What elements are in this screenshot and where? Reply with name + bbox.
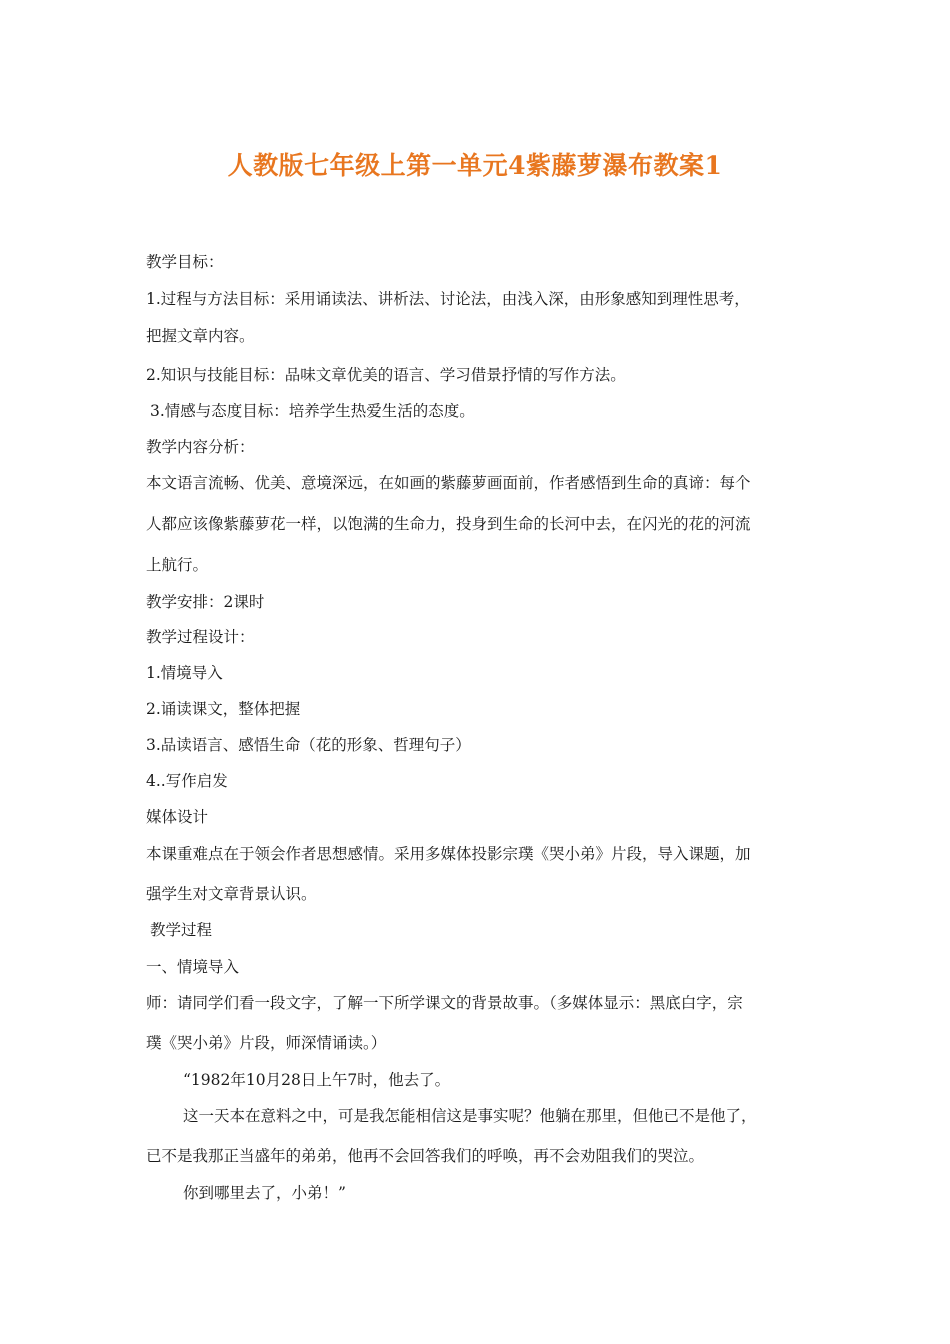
paragraph-line: 3.情感与态度目标：培养学生热爱生活的态度。 xyxy=(150,402,475,420)
paragraph-line: 本课重难点在于领会作者思想感情。采用多媒体投影宗璞《哭小弟》片段，导入课题，加 xyxy=(146,845,751,863)
heading-process-design: 教学过程设计： xyxy=(146,628,255,646)
document-title: 人教版七年级上第一单元4紫藤萝瀑布教案1 xyxy=(227,151,723,180)
list-item: 2.诵读课文，整体把握 xyxy=(146,700,301,718)
heading-teaching-goals: 教学目标： xyxy=(146,253,224,271)
paragraph-line: 上航行。 xyxy=(146,556,209,574)
paragraph-line: 璞《哭小弟》片段，师深情诵读。） xyxy=(146,1034,387,1052)
heading-media-design: 媒体设计 xyxy=(146,808,209,826)
paragraph-line: 2.知识与技能目标：品味文章优美的语言、学习借景抒情的写作方法。 xyxy=(146,366,626,384)
paragraph-line: 1.过程与方法目标：采用诵读法、讲析法、讨论法，由浅入深，由形象感知到理性思考， xyxy=(146,290,750,308)
list-item: 4..写作启发 xyxy=(146,772,228,790)
paragraph-line: 师：请同学们看一段文字，了解一下所学课文的背景故事。（多媒体显示：黑底白字，宗 xyxy=(146,994,743,1012)
quote-line: “1982年10月28日上午7时，他去了。 xyxy=(183,1071,451,1089)
heading-teaching-process: 教学过程 xyxy=(150,921,213,939)
quote-line: 你到哪里去了，小弟！” xyxy=(183,1184,346,1202)
quote-line: 已不是我那正当盛年的弟弟，他再不会回答我们的呼唤，再不会劝阻我们的哭泣。 xyxy=(146,1147,705,1165)
list-item: 3.品读语言、感悟生命（花的形象、哲理句子） xyxy=(146,736,471,754)
list-item: 1.情境导入 xyxy=(146,664,223,682)
section-heading: 一、情境导入 xyxy=(146,958,240,976)
paragraph-line: 强学生对文章背景认识。 xyxy=(146,885,317,903)
paragraph-line: 本文语言流畅、优美、意境深远，在如画的紫藤萝画面前，作者感悟到生命的真谛：每个 xyxy=(146,474,751,492)
paragraph-line: 把握文章内容。 xyxy=(146,327,255,345)
paragraph-line: 教学安排：2课时 xyxy=(146,593,265,611)
paragraph-line: 人都应该像紫藤萝花一样，以饱满的生命力，投身到生命的长河中去，在闪光的花的河流 xyxy=(146,515,751,533)
heading-content-analysis: 教学内容分析： xyxy=(146,438,255,456)
quote-line: 这一天本在意料之中，可是我怎能相信这是事实呢？他躺在那里，但他已不是他了， xyxy=(183,1107,757,1125)
